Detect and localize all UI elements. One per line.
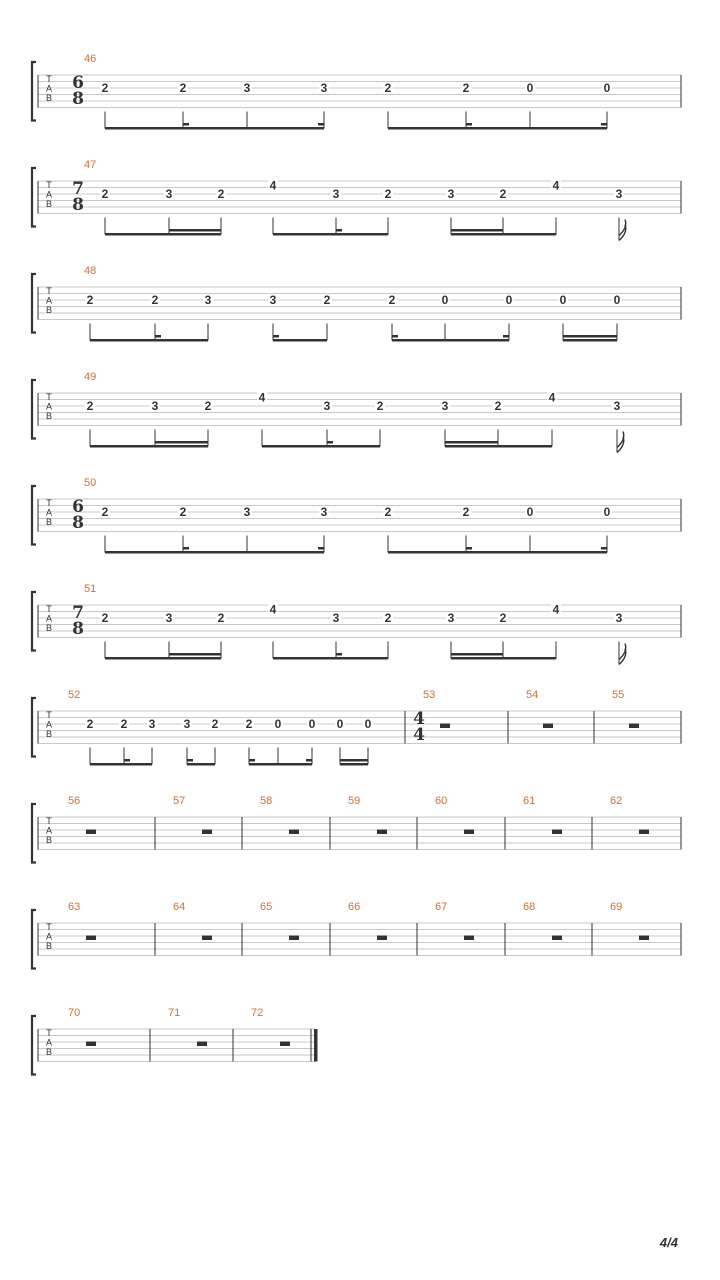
tab-clef-letter: A <box>45 719 53 730</box>
fret-number: 2 <box>204 399 212 413</box>
fret-number: 3 <box>441 399 449 413</box>
beam <box>392 339 509 342</box>
beam-stub <box>336 229 342 232</box>
fret-number: 3 <box>165 611 173 625</box>
system-brace <box>32 168 36 227</box>
fret-number: 2 <box>384 505 392 519</box>
tab-clef-letter: B <box>45 305 53 315</box>
tab-clef-letter: B <box>45 729 53 739</box>
fret-number: 3 <box>183 717 191 731</box>
tab-clef-letter: A <box>45 507 53 518</box>
fret-number: 3 <box>613 399 621 413</box>
fret-number: 2 <box>86 717 94 731</box>
beam-secondary <box>155 441 208 444</box>
measure-number: 50 <box>84 477 97 489</box>
fret-number: 4 <box>258 390 266 405</box>
fret-number: 0 <box>613 293 621 307</box>
whole-rest <box>552 830 562 835</box>
tab-clef-letter: B <box>45 835 53 845</box>
beam-stub <box>318 547 324 550</box>
time-signature-numerator: 7 <box>72 603 84 623</box>
fret-number: 3 <box>320 505 328 519</box>
fret-number: 0 <box>274 717 282 731</box>
tab-clef-letter: B <box>45 517 53 527</box>
fret-number: 3 <box>332 187 340 201</box>
measure-number: 67 <box>435 901 448 913</box>
measure-number: 59 <box>348 795 361 807</box>
whole-rest <box>289 830 299 835</box>
whole-rest <box>639 830 649 835</box>
fret-number: 2 <box>388 293 396 307</box>
time-signature-numerator: 6 <box>72 73 84 93</box>
fret-number: 3 <box>615 611 623 625</box>
whole-rest <box>202 830 212 835</box>
beam <box>105 551 324 554</box>
measure-number: 63 <box>68 901 81 913</box>
measure-number: 51 <box>84 583 97 595</box>
fret-number: 2 <box>151 293 159 307</box>
whole-rest <box>202 936 212 941</box>
measure-number: 62 <box>610 795 623 807</box>
tab-clef-letter: B <box>45 411 53 421</box>
fret-number: 3 <box>615 187 623 201</box>
tab-clef-letter: A <box>45 189 53 200</box>
fret-number: 2 <box>101 81 109 95</box>
beam-secondary <box>169 653 221 656</box>
fret-number: 0 <box>603 505 611 519</box>
beam <box>105 657 221 660</box>
fret-number: 0 <box>559 293 567 307</box>
final-barline-thick <box>314 1029 318 1062</box>
measure-number: 69 <box>610 901 623 913</box>
fret-number: 2 <box>179 505 187 519</box>
beam-secondary <box>169 229 221 232</box>
beam <box>90 763 152 766</box>
measure-number: 66 <box>348 901 361 913</box>
tab-clef-letter: T <box>46 74 52 84</box>
beam-stub <box>183 547 189 550</box>
fret-number: 4 <box>269 178 277 193</box>
measure-number: 55 <box>612 689 625 701</box>
beam-stub <box>466 123 472 126</box>
measure-number: 52 <box>68 689 81 701</box>
beam-stub <box>503 335 509 338</box>
system-brace <box>32 486 36 545</box>
system-brace <box>32 698 36 757</box>
whole-rest <box>543 724 553 729</box>
beam-stub <box>306 759 312 762</box>
measure-number: 47 <box>84 159 97 171</box>
whole-rest <box>552 936 562 941</box>
fret-number: 2 <box>462 505 470 519</box>
fret-number: 2 <box>120 717 128 731</box>
beam <box>563 339 617 342</box>
system-brace <box>32 62 36 121</box>
beam <box>340 763 368 766</box>
beam-stub <box>466 547 472 550</box>
beam-stub <box>327 441 333 444</box>
fret-number: 0 <box>603 81 611 95</box>
time-signature-denominator: 8 <box>72 619 84 639</box>
measure-number: 70 <box>68 1007 81 1019</box>
fret-number: 2 <box>462 81 470 95</box>
fret-number: 2 <box>101 611 109 625</box>
fret-number: 3 <box>447 611 455 625</box>
fret-number: 4 <box>552 178 560 193</box>
tab-clef-letter: B <box>45 941 53 951</box>
beam-stub <box>318 123 324 126</box>
beam <box>105 127 324 130</box>
measure-number: 65 <box>260 901 273 913</box>
whole-rest <box>377 936 387 941</box>
fret-number: 3 <box>447 187 455 201</box>
beam-stub <box>336 653 342 656</box>
fret-number: 2 <box>217 611 225 625</box>
fret-number: 2 <box>101 505 109 519</box>
fret-number: 3 <box>269 293 277 307</box>
fret-number: 2 <box>211 717 219 731</box>
beam <box>273 233 388 236</box>
whole-rest <box>86 1042 96 1047</box>
beam-secondary <box>451 229 503 232</box>
beam <box>90 339 208 342</box>
tab-clef-letter: B <box>45 199 53 209</box>
whole-rest <box>289 936 299 941</box>
tab-clef-letter: B <box>45 93 53 103</box>
whole-rest <box>197 1042 207 1047</box>
beam <box>388 127 607 130</box>
beam-secondary <box>451 653 503 656</box>
fret-number: 3 <box>165 187 173 201</box>
time-signature-denominator: 8 <box>72 513 84 533</box>
beam <box>445 445 552 448</box>
fret-number: 2 <box>245 717 253 731</box>
tab-clef-letter: T <box>46 392 52 402</box>
tab-clef-letter: B <box>45 1047 53 1057</box>
beam-secondary <box>340 759 368 762</box>
time-signature-denominator: 4 <box>413 725 425 745</box>
measure-number: 56 <box>68 795 81 807</box>
fret-number: 3 <box>243 505 251 519</box>
tab-clef-letter: T <box>46 922 52 932</box>
fret-number: 2 <box>376 399 384 413</box>
fret-number: 2 <box>384 187 392 201</box>
measure-number: 71 <box>168 1007 181 1019</box>
fret-number: 2 <box>86 399 94 413</box>
fret-number: 2 <box>494 399 502 413</box>
fret-number: 3 <box>332 611 340 625</box>
tab-clef-letter: T <box>46 180 52 190</box>
beam-stub <box>392 335 398 338</box>
beam <box>249 763 312 766</box>
fret-number: 0 <box>526 505 534 519</box>
fret-number: 3 <box>148 717 156 731</box>
beam <box>273 657 388 660</box>
beam <box>388 551 607 554</box>
tab-clef-letter: T <box>46 816 52 826</box>
fret-number: 0 <box>505 293 513 307</box>
measure-number: 49 <box>84 371 97 383</box>
whole-rest <box>86 830 96 835</box>
system-brace <box>32 804 36 863</box>
beam <box>262 445 380 448</box>
beam-stub <box>273 335 279 338</box>
beam <box>187 763 215 766</box>
beam-stub <box>601 123 607 126</box>
fret-number: 0 <box>441 293 449 307</box>
fret-number: 2 <box>499 187 507 201</box>
beam-secondary <box>445 441 498 444</box>
tab-clef-letter: A <box>45 83 53 94</box>
time-signature-numerator: 6 <box>72 497 84 517</box>
measure-number: 53 <box>423 689 436 701</box>
measure-number: 46 <box>84 53 97 65</box>
fret-number: 3 <box>204 293 212 307</box>
tab-clef-letter: T <box>46 498 52 508</box>
fret-number: 0 <box>336 717 344 731</box>
tab-clef-letter: A <box>45 613 53 624</box>
beam <box>90 445 208 448</box>
measure-number: 48 <box>84 265 97 277</box>
whole-rest <box>464 830 474 835</box>
system-brace <box>32 380 36 439</box>
fret-number: 0 <box>308 717 316 731</box>
fret-number: 4 <box>269 602 277 617</box>
fret-number: 2 <box>101 187 109 201</box>
beam-stub <box>183 123 189 126</box>
system-brace <box>32 1016 36 1075</box>
beam-stub <box>249 759 255 762</box>
tab-clef-letter: A <box>45 931 53 942</box>
measure-number: 57 <box>173 795 186 807</box>
fret-number: 0 <box>526 81 534 95</box>
whole-rest <box>86 936 96 941</box>
time-signature-denominator: 8 <box>72 195 84 215</box>
measure-number: 72 <box>251 1007 264 1019</box>
beam <box>273 339 327 342</box>
measure-number: 64 <box>173 901 186 913</box>
tab-clef-letter: A <box>45 295 53 306</box>
beam-stub <box>124 759 130 762</box>
fret-number: 2 <box>179 81 187 95</box>
fret-number: 3 <box>323 399 331 413</box>
tab-clef-letter: T <box>46 604 52 614</box>
fret-number: 2 <box>86 293 94 307</box>
fret-number: 3 <box>151 399 159 413</box>
tab-clef-letter: A <box>45 1037 53 1048</box>
whole-rest <box>440 724 450 729</box>
whole-rest <box>464 936 474 941</box>
beam-stub <box>601 547 607 550</box>
measure-number: 54 <box>526 689 539 701</box>
fret-number: 4 <box>548 390 556 405</box>
tab-clef-letter: T <box>46 1028 52 1038</box>
measure-number: 61 <box>523 795 536 807</box>
fret-number: 4 <box>552 602 560 617</box>
fret-number: 2 <box>384 611 392 625</box>
fret-number: 3 <box>320 81 328 95</box>
fret-number: 2 <box>384 81 392 95</box>
fret-number: 2 <box>217 187 225 201</box>
measure-number: 68 <box>523 901 536 913</box>
beam-stub <box>155 335 161 338</box>
page-number: 4/4 <box>659 1235 678 1250</box>
system-brace <box>32 592 36 651</box>
time-signature-numerator: 4 <box>413 709 425 729</box>
fret-number: 2 <box>323 293 331 307</box>
beam-stub <box>187 759 193 762</box>
measure-number: 58 <box>260 795 273 807</box>
system-brace <box>32 910 36 969</box>
tab-clef-letter: B <box>45 623 53 633</box>
fret-number: 2 <box>499 611 507 625</box>
time-signature-denominator: 8 <box>72 89 84 109</box>
whole-rest <box>629 724 639 729</box>
beam <box>451 657 556 660</box>
whole-rest <box>639 936 649 941</box>
whole-rest <box>280 1042 290 1047</box>
tab-clef-letter: T <box>46 286 52 296</box>
system-brace <box>32 274 36 333</box>
fret-number: 3 <box>243 81 251 95</box>
whole-rest <box>377 830 387 835</box>
tab-clef-letter: A <box>45 825 53 836</box>
tab-clef-letter: T <box>46 710 52 720</box>
tab-clef-letter: A <box>45 401 53 412</box>
measure-number: 60 <box>435 795 448 807</box>
beam <box>105 233 221 236</box>
beam <box>451 233 556 236</box>
time-signature-numerator: 7 <box>72 179 84 199</box>
beam-secondary <box>563 335 617 338</box>
fret-number: 0 <box>364 717 372 731</box>
